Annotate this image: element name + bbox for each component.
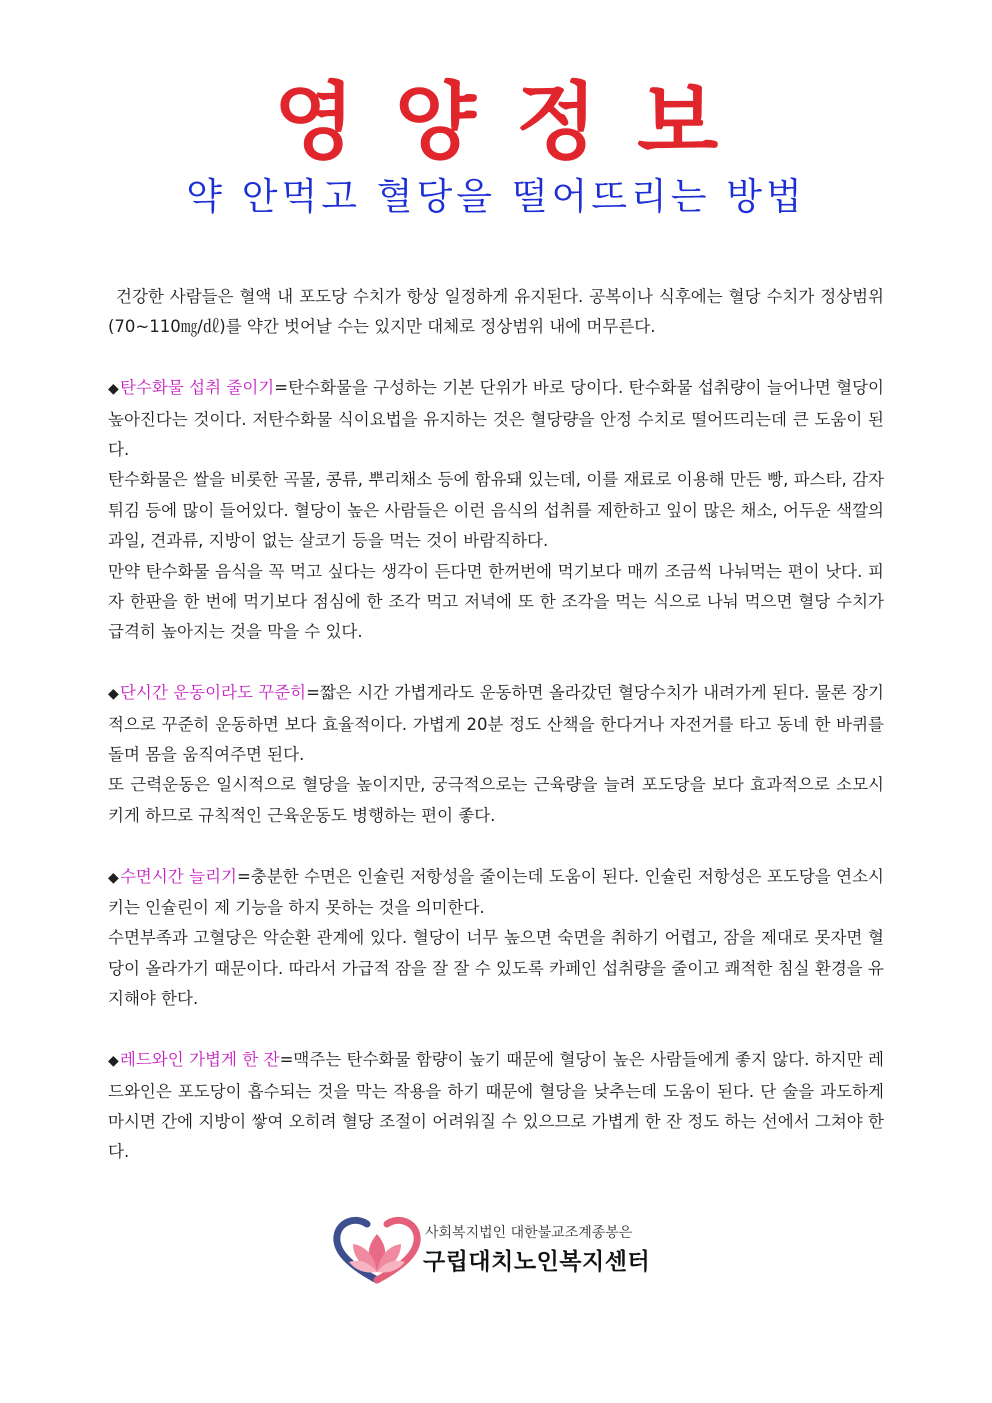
section-spacer	[108, 1015, 884, 1045]
section-lead	[108, 1045, 884, 1168]
section-paragraph: 수면부족과 고혈당은 악순환 관계에 있다. 혈당이 너무 높으면 숙면을 취하기 어렵고, 잠을 제대로 못자면 혈당이 올라가기 때문이다. 따라서 가급적 잠을 잘 잘 수 있도록 카페인 섭취량을 줄이고 쾌적한 침실 환경을 유지해야 한다.	[108, 928, 884, 1009]
section-lead-text: =탄수화물을 구성하는 기본 단위가 바로 당이다. 탄수화물 섭취량이 늘어나면 혈당이 높아진다는 것이다. 저탄수화물 식이요법을 유지하는 것은 혈당량을 안정 수치로 떨어뜨리는데 큰 도움이 된다.	[108, 378, 884, 460]
organization-subtitle: 사회복지법인 대한불교조계종봉은	[425, 1225, 633, 1241]
section-heading: 레드와인 가볍게 한 잔	[119, 1050, 280, 1070]
organization-logo	[331, 1214, 651, 1286]
section-paragraph: 만약 탄수화물 음식을 꼭 먹고 싶다는 생각이 든다면 한꺼번에 먹기보다 매끼 조금씩 나눠먹는 편이 낫다. 피자 한판을 한 번에 먹기보다 점심에 한 조각 먹고 저녁에 또 한 조각을 먹는 식으로 나눠 먹으면 혈당 수치가 급격히 높아지는 것을 막을 수 있다.	[108, 561, 884, 642]
section-heading: 탄수화물 섭취 줄이기	[119, 378, 275, 398]
diamond-bullet-icon: ◆	[108, 686, 119, 703]
section-exercise	[108, 678, 884, 831]
section-heading: 수면시간 늘리기	[119, 866, 237, 886]
section-paragraph: 탄수화물은 쌀을 비롯한 곡물, 콩류, 뿌리채소 등에 함유돼 있는데, 이를 재료로 이용해 만든 빵, 파스타, 감자튀김 등에 많이 들어있다. 혈당이 높은 사람들은 이런 음식의 섭취를 제한하고 잎이 많은 채소, 어두운 색깔의 과일, 견과류, 지방이 없는 살코기 등을 먹는 것이 바람직하다.	[108, 470, 884, 551]
section-heading: 단시간 운동이라도 꾸준히	[119, 683, 307, 703]
page-title: 영양정보	[273, 73, 759, 171]
section-red-wine	[108, 1045, 884, 1168]
section-lead	[108, 862, 884, 924]
section-spacer	[108, 831, 884, 861]
diamond-bullet-icon: ◆	[108, 381, 119, 398]
section-carbs	[108, 373, 884, 648]
section-sleep	[108, 862, 884, 1015]
article-body	[108, 282, 884, 1168]
page-subtitle: 약 안먹고 혈당을 떨어뜨리는 방법	[186, 175, 806, 218]
section-lead-text: =짧은 시간 가볍게라도 운동하면 올라갔던 혈당수치가 내려가게 된다. 물론 장기적으로 꾸준히 운동하면 보다 효율적이다. 가볍게 20분 정도 산책을 한다거나 자전거를 타고 동네 한 바퀴를 돌며 몸을 움직여주면 된다.	[108, 683, 884, 765]
section-paragraph: 또 근력운동은 일시적으로 혈당을 높이지만, 궁극적으로는 근육량을 늘려 포도당을 보다 효과적으로 소모시키게 하므로 규칙적인 근육운동도 병행하는 편이 좋다.	[108, 775, 884, 825]
intro-paragraph: 건강한 사람들은 혈액 내 포도당 수치가 항상 일정하게 유지된다. 공복이나 식후에는 혈당 수치가 정상범위(70~110㎎/㎗)를 약간 벗어날 수는 있지만 대체로 정상범위 내에 머무른다.	[108, 287, 884, 337]
section-lead-text: =맥주는 탄수화물 함량이 높기 때문에 혈당이 높은 사람들에게 좋지 않다. 하지만 레드와인은 포도당이 흡수되는 것을 막는 작용을 하기 때문에 혈당을 낮추는데 도움이 된다. 단 술을 과도하게 마시면 간에 지방이 쌓여 오히려 혈당 조절이 어려워질 수 있으므로 가볍게 한 잔 정도 하는 선에서 그쳐야 한다.	[108, 1050, 884, 1162]
section-lead	[108, 678, 884, 770]
section-spacer	[108, 648, 884, 678]
section-lead-text: =충분한 수면은 인슐린 저항성을 줄이는데 도움이 된다. 인슐린 저항성은 포도당을 연소시키는 인슐린이 제 기능을 하지 못하는 것을 의미한다.	[108, 866, 884, 918]
organization-name: 구립대치노인복지센터	[423, 1249, 651, 1275]
diamond-bullet-icon: ◆	[108, 1053, 119, 1070]
section-spacer	[108, 343, 884, 373]
diamond-bullet-icon: ◆	[108, 869, 119, 886]
lotus-heart-logo-icon	[331, 1214, 423, 1286]
section-lead	[108, 373, 884, 465]
